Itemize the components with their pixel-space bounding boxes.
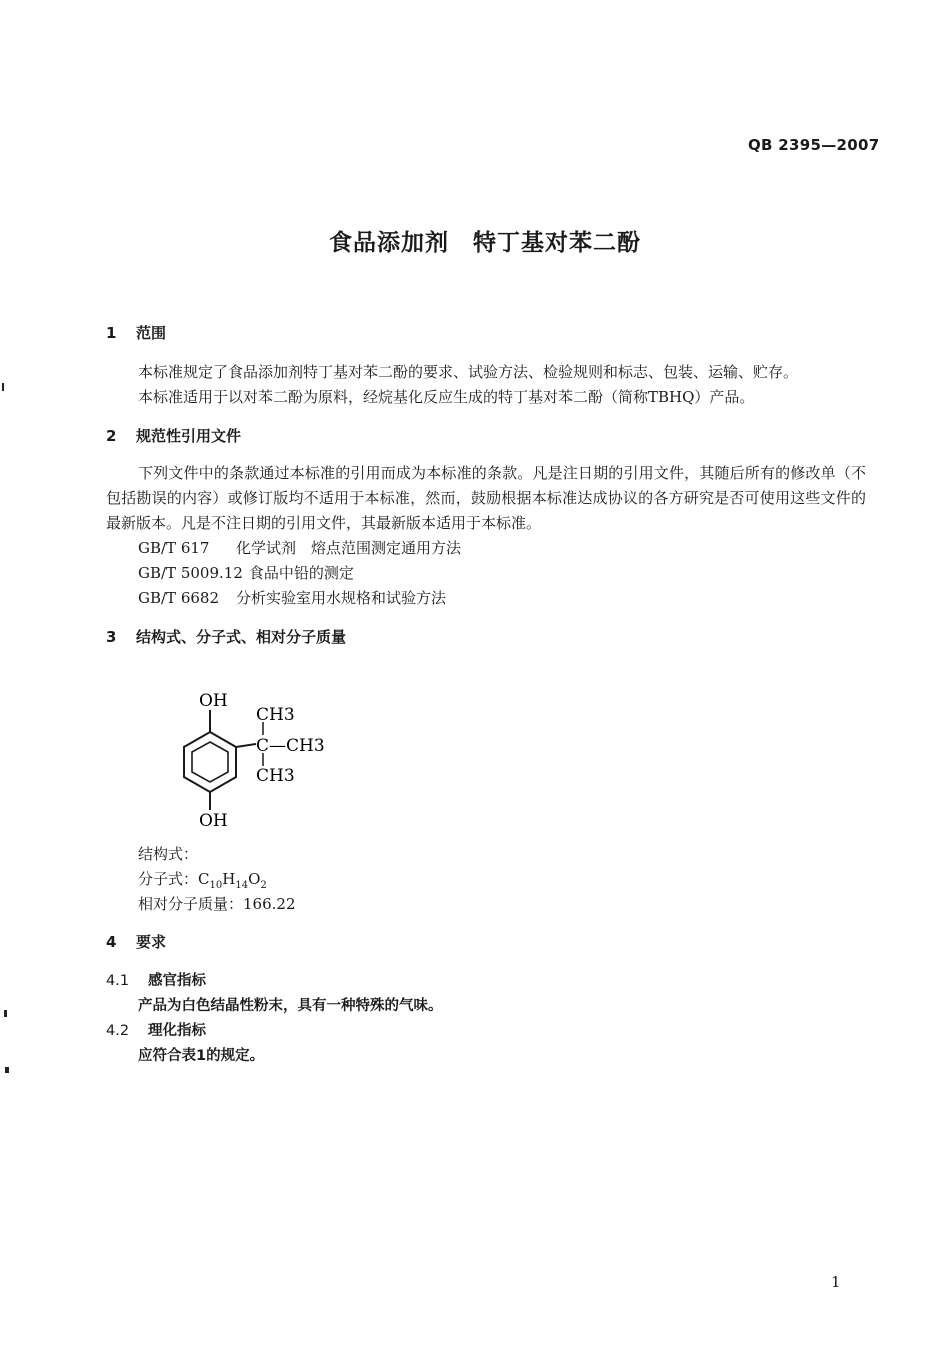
section-number: 3 [106, 628, 117, 646]
reference-code: GB/T 6682 [138, 589, 220, 607]
structural-formula [160, 680, 360, 835]
reference-item [138, 562, 354, 583]
formula-h-sub: 14 [235, 880, 249, 891]
scan-speck [4, 1010, 7, 1017]
aromatic-inner-ring [192, 742, 228, 782]
molecular-mass-row [138, 893, 296, 914]
subsection-number: 4.2 [106, 1023, 130, 1039]
formula-o: O [248, 870, 261, 888]
formula-c-sub: 10 [209, 880, 223, 891]
subsection-number: 4.1 [106, 973, 130, 989]
ch3-bottom-label: CH3 [256, 766, 295, 786]
ch3-right-label: C—CH3 [256, 736, 325, 756]
reference-item [138, 587, 446, 608]
section-3-heading [106, 626, 346, 647]
section-number: 2 [106, 427, 117, 445]
oh-top-label: OH [199, 691, 228, 711]
physicochemical-requirement-text: 应符合表1的规定。 [138, 1048, 265, 1064]
bond-tert-butyl [236, 744, 256, 747]
sensory-requirement-text: 产品为白色结晶性粉末，具有一种特殊的气味。 [138, 998, 443, 1014]
mass-value: 166.22 [243, 895, 296, 913]
section-title: 要求 [136, 933, 167, 951]
references-paragraph: 下列文件中的条款通过本标准的引用而成为本标准的条款。凡是注日期的引用文件，其随后所有的修改单（不包括勘误的内容）或修订版均不适用于本标准，然而，鼓励根据本标准达成协议的各方研究是否可使用这些文件的最新版本。凡是不注日期的引用文件，其最新版本适用于本标准。 [106, 464, 866, 532]
reference-title: 食品中铅的测定 [248, 564, 354, 582]
section-number: 4 [106, 933, 117, 951]
reference-code: GB/T 617 [138, 539, 210, 557]
section-title: 范围 [136, 324, 167, 342]
subsection-title: 感官指标 [148, 973, 206, 989]
section-number: 1 [106, 324, 117, 342]
reference-code: GB/T 5009.12 [138, 564, 243, 582]
scope-paragraph-2: 本标准适用于以对苯二酚为原料，经烷基化反应生成的特丁基对苯二酚（简称TBHQ）产品。 [138, 388, 755, 406]
formula-o-sub: 2 [260, 880, 267, 891]
reference-item [138, 537, 461, 558]
section-1-heading [106, 322, 166, 343]
section-2-heading [106, 425, 241, 446]
reference-title: 化学试剂 熔点范围测定通用方法 [236, 539, 462, 557]
structure-label: 结构式： [138, 845, 199, 863]
document-code: QB 2395—2007 [748, 136, 880, 154]
scan-speck [5, 1067, 9, 1073]
subsection-title: 理化指标 [148, 1023, 206, 1039]
oh-bottom-label: OH [199, 811, 228, 831]
document-title: 食品添加剂 特丁基对苯二酚 [329, 230, 641, 256]
section-title: 结构式、分子式、相对分子质量 [136, 628, 347, 646]
ch3-top-text: CH3 [256, 705, 295, 725]
molecular-formula-row [138, 868, 267, 891]
formula-h: H [222, 870, 236, 888]
subsection-4-1-heading [106, 969, 206, 990]
scan-speck [2, 383, 4, 391]
scope-paragraph-1: 本标准规定了食品添加剂特丁基对苯二酚的要求、试验方法、检验规则和标志、包装、运输、贮存。 [138, 363, 799, 381]
section-4-heading [106, 931, 166, 952]
reference-title: 分析实验室用水规格和试验方法 [236, 589, 447, 607]
formula-c: C [198, 870, 210, 888]
subsection-4-2-heading [106, 1019, 206, 1040]
section-title: 规范性引用文件 [136, 427, 242, 445]
formula-label: 分子式： [138, 870, 199, 888]
ch3-top-label [256, 705, 295, 725]
page-number: 1 [831, 1273, 841, 1291]
mass-label: 相对分子质量： [138, 895, 244, 913]
